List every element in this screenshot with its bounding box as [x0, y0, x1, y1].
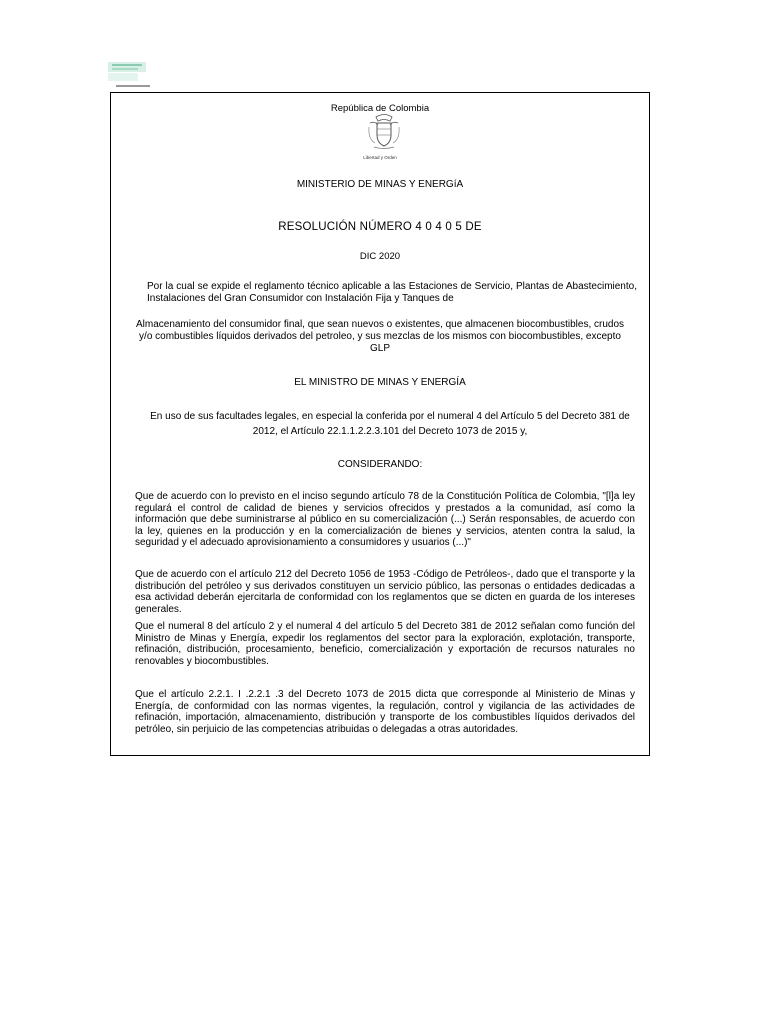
- resolution-number: RESOLUCIÓN NÚMERO 4 0 4 0 5 DE: [278, 221, 482, 233]
- considering-paragraph-2: Que de acuerdo con el artículo 212 del Decreto 1056 de 1953 -Código de Petróleos-, dado que el transporte y la distribución del petróleo y sus derivados constituyen un servicio público, las personas o entidades dedicadas a esa actividad deberán ejercitarla de conformidad con los reglamentos que se dicten en guarda de los intereses generales.: [135, 569, 635, 615]
- document-watermark-logo: [106, 60, 152, 90]
- considering-paragraph-1: Que de acuerdo con lo previsto en el inciso segundo artículo 78 de la Constitución Política de Colombia, "[l]a ley regulará el control de calidad de bienes y servicios ofrecidos y prestados a la comunidad, así como la información que debe suministrarse al público en su comercialización (...) Serán responsables, de acuerdo con la ley, quienes en la producción y en la comercialización de bienes y servicios, atenten contra la salud, la seguridad y el adecuado aprovisionamiento a consumidores y usuarios (...)": [135, 491, 635, 549]
- considering-heading: CONSIDERANDO:: [337, 459, 423, 470]
- intro-paragraph-part2: Almacenamiento del consumidor final, que sean nuevos o existentes, que almacenen biocombustibles, crudos y/o combustibles líquidos derivados del petroleo, y sus mezclas de los mismos con biocombustibles, excepto GLP: [135, 319, 625, 354]
- coat-of-arms-icon: [366, 113, 402, 151]
- minister-heading: EL MINISTRO DE MINAS Y ENERGÍA: [294, 377, 466, 388]
- resolution-date: DIC 2020: [359, 251, 401, 262]
- considering-paragraph-3: Que el numeral 8 del artículo 2 y el numeral 4 del artículo 5 del Decreto 381 de 2012 señalan como función del Ministro de Minas y Energía, expedir los reglamentos del sector para la exploración, explotación, transporte, refinación, distribución, procesamiento, beneficio, comercialización y exportación de recursos naturales no renovables y biocombustibles.: [135, 621, 635, 667]
- ministry-title: MINISTERIO DE MINAS Y ENERGíA: [296, 179, 464, 190]
- legal-faculties-paragraph: En uso de sus facultades legales, en especial la conferida por el numeral 4 del Artículo 5 del Decreto 381 de 2012, el Artículo 22.1.1.2.2.3.101 del Decreto 1073 de 2015 y,: [150, 411, 630, 437]
- considering-paragraph-4: Que el artículo 2.2.1. I .2.2.1 .3 del Decreto 1073 de 2015 dicta que corresponde al Ministerio de Minas y Energía, de conformidad con las normas vigentes, la regulación, control y vigilancia de las actividades de refinación, importación, almacenamiento, distribución y transporte de los combustibles líquidos derivados del petróleo, sin perjuicio de las competencias atribuidas o delegadas a otras autoridades.: [135, 689, 635, 735]
- intro-paragraph-part1: Por la cual se expide el reglamento técnico aplicable a las Estaciones de Servicio, Plantas de Abastecimiento, Instalaciones del Gran Consumidor con Instalación Fija y Tanques de: [147, 281, 637, 304]
- document-page: [110, 92, 650, 756]
- republic-heading: República de Colombia: [330, 103, 430, 114]
- motto-text: Libertad y Orden: [363, 155, 397, 160]
